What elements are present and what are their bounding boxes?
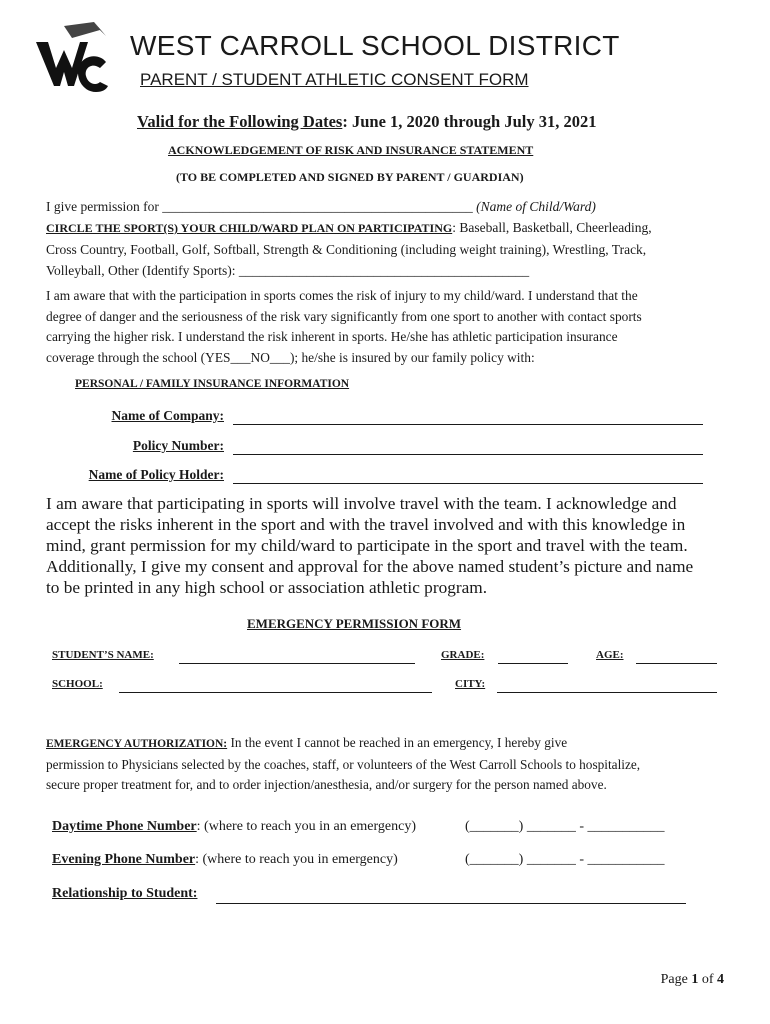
permission-suffix: (Name of Child/Ward) bbox=[472, 199, 596, 214]
daytime-phone-field[interactable]: (_______) _______ - ___________ bbox=[465, 819, 665, 834]
city-label: CITY: bbox=[455, 678, 486, 690]
grade-field[interactable] bbox=[498, 663, 568, 664]
age-field[interactable] bbox=[636, 663, 717, 664]
ack-heading: ACKNOWLEDGEMENT OF RISK AND INSURANCE STATEMENT bbox=[168, 143, 534, 157]
emergency-title: EMERGENCY PERMISSION FORM bbox=[247, 616, 462, 631]
page-current: 1 bbox=[691, 972, 699, 987]
student-name-label: STUDENT’S NAME: bbox=[52, 649, 154, 661]
title-text: WEST CARROLL SCHOOL DISTRICT bbox=[130, 30, 620, 61]
policy-number-label: Policy Number: bbox=[132, 438, 224, 453]
auth-line-2: permission to Physicians selected by the coaches, staff, or volunteers of the West Carroll Schools to hospitalize, bbox=[46, 756, 641, 772]
auth-line-1 bbox=[46, 733, 640, 755]
page-title bbox=[130, 30, 620, 62]
travel-line: mind, grant permission for my child/ward to participate in the sport and travel with the team. bbox=[46, 536, 688, 555]
policy-number-field[interactable] bbox=[233, 454, 703, 455]
sports-list-2[interactable]: Cross Country, Football, Golf, Softball, Strength & Conditioning (including weight training), Wrestling, Track, bbox=[46, 242, 647, 257]
risk-line: I am aware that with the participation in sports comes the risk of injury to my child/ward. I understand that the bbox=[46, 288, 638, 303]
form-subtitle bbox=[140, 70, 529, 90]
relationship-row bbox=[52, 886, 197, 902]
travel-line: I am aware that participating in sports will involve travel with the team. I acknowledge and bbox=[46, 494, 677, 513]
district-logo bbox=[34, 20, 114, 102]
travel-line: Additionally, I give my consent and approval for the above named student’s picture and name bbox=[46, 557, 694, 576]
policy-holder-field[interactable] bbox=[233, 483, 703, 484]
student-name-field[interactable] bbox=[179, 663, 415, 664]
company-label: Name of Company: bbox=[111, 408, 224, 423]
child-name-blank[interactable]: ______________________________________________ bbox=[162, 199, 473, 214]
valid-label: Valid for the Following Dates bbox=[137, 112, 343, 131]
daytime-phone-note: : (where to reach you in an emergency) bbox=[196, 819, 417, 834]
auth-heading: EMERGENCY AUTHORIZATION: bbox=[46, 738, 228, 750]
evening-phone-label: Evening Phone Number bbox=[52, 852, 196, 867]
auth-text-1: In the event I cannot be reached in an emergency, I hereby give bbox=[227, 735, 568, 750]
circle-sports-label: CIRCLE THE SPORT(S) YOUR CHILD/WARD PLAN ON PARTICIPATING bbox=[46, 221, 453, 235]
page-total: 4 bbox=[717, 972, 724, 987]
travel-line: accept the risks inherent in the sport and with the travel involved and with this knowledge in bbox=[46, 515, 686, 534]
subtitle-text: PARENT / STUDENT ATHLETIC CONSENT FORM bbox=[140, 70, 529, 89]
policy-holder-label: Name of Policy Holder: bbox=[88, 467, 224, 482]
risk-paragraph bbox=[46, 286, 642, 368]
travel-line: to be printed in any high school or association athletic program. bbox=[46, 578, 488, 597]
risk-line: carrying the higher risk. I understand the risk inherent in sports. He/she has athletic participation insurance bbox=[46, 329, 618, 344]
school-label: SCHOOL: bbox=[52, 678, 103, 690]
grade-label: GRADE: bbox=[441, 649, 485, 661]
page-prefix: Page bbox=[660, 972, 692, 987]
daytime-phone-row bbox=[52, 819, 416, 835]
valid-dates-text: : June 1, 2020 through July 31, 2021 bbox=[342, 112, 597, 131]
insurance-heading: PERSONAL / FAMILY INSURANCE INFORMATION bbox=[75, 378, 350, 390]
page-of: of bbox=[698, 972, 717, 987]
permission-prefix: I give permission for bbox=[46, 199, 163, 214]
page-number bbox=[661, 972, 724, 988]
auth-line-3: secure proper treatment for, and to order injection/anesthesia, and/or surgery for the person named above. bbox=[46, 777, 607, 792]
age-label: AGE: bbox=[596, 649, 624, 661]
ack-subheading: (TO BE COMPLETED AND SIGNED BY PARENT / GUARDIAN) bbox=[176, 170, 524, 184]
risk-line: degree of danger and the seriousness of the risk vary significantly from one sport to another with contact sports bbox=[46, 308, 642, 324]
permission-block bbox=[46, 196, 652, 281]
evening-phone-row bbox=[52, 852, 398, 868]
risk-line: coverage through the school (YES___NO___); he/she is insured by our family policy with: bbox=[46, 349, 535, 365]
travel-paragraph bbox=[46, 493, 693, 598]
daytime-phone-label: Daytime Phone Number bbox=[52, 819, 197, 834]
sports-list-1[interactable]: : Baseball, Basketball, Cheerleading, bbox=[452, 220, 652, 235]
valid-dates bbox=[137, 112, 596, 132]
company-field[interactable] bbox=[233, 424, 703, 425]
emergency-authorization bbox=[46, 733, 640, 796]
relationship-field[interactable] bbox=[216, 903, 686, 904]
school-field[interactable] bbox=[119, 692, 432, 693]
sports-list-3[interactable]: Volleyball, Other (Identify Sports): ___________________________________________ bbox=[46, 263, 530, 278]
sports-line-1 bbox=[46, 217, 652, 239]
relationship-label: Relationship to Student: bbox=[52, 886, 198, 901]
permission-line bbox=[46, 196, 652, 217]
evening-phone-field[interactable]: (_______) _______ - ___________ bbox=[465, 852, 665, 867]
evening-phone-note: : (where to reach you in emergency) bbox=[195, 852, 398, 867]
city-field[interactable] bbox=[497, 692, 717, 693]
